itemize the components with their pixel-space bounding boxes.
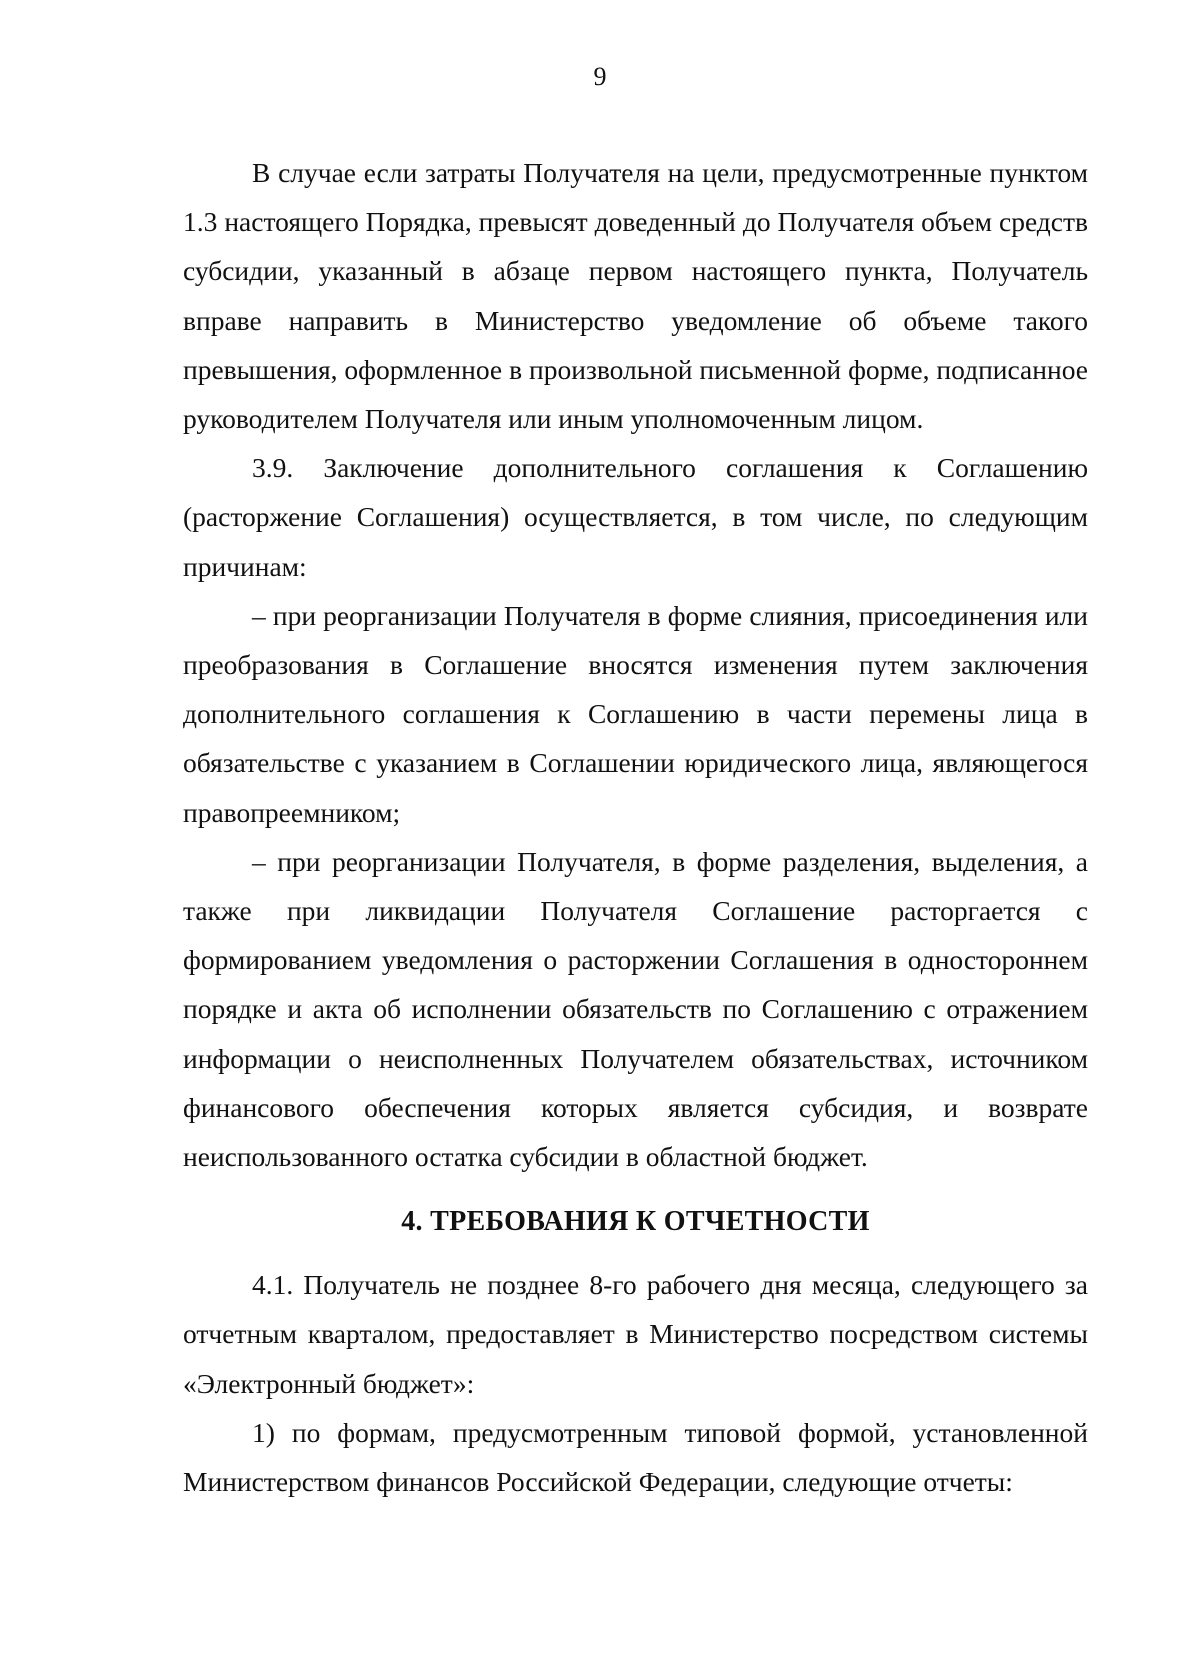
paragraph-4-1-item-1: 1) по формам, предусмотренным типовой формой, установленной Министерством финансов Российской Федерации, следующие отчеты: [183,1416,1088,1498]
paragraph-cost-overrun: В случае если затраты Получателя на цели, предусмотренные пунктом 1.3 настоящего Порядка, превысят доведенный до Получателя объем средств субсидии, указанный в абзаце первом настоящего пункта, Получатель вправе направить в Министерство уведомление об объеме такого превышения, оформленное в произвольной письменной форме, подписанное руководителем Получателя или иным уполномоченным лицом. [183,157,1088,435]
document-body [183,148,1088,1506]
paragraph-reorganization-merger: – при реорганизации Получателя в форме слияния, присоединения или преобразования в Соглашение вносятся изменения путем заключения дополнительного соглашения к Соглашению в части перемены лица в обязательстве с указанием в Соглашении юридического лица, являющегося правопреемником; [183,599,1088,828]
paragraph-reorganization-division: – при реорганизации Получателя, в форме разделения, выделения, а также при ликвидации Получателя Соглашение расторгается с формированием уведомления о расторжении Соглашения в одностороннем порядке и акта об исполнении обязательств по Соглашению с отражением информации о неисполненных Получателем обязательствах, источником финансового обеспечения которых является субсидия, и возврате неиспользованного остатка субсидии в областной бюджет. [183,845,1088,1173]
section-heading: 4. ТРЕБОВАНИЯ К ОТЧЕТНОСТИ [401,1206,870,1238]
page-number: 9 [593,62,607,91]
paragraph-4-1: 4.1. Получатель не позднее 8-го рабочего дня месяца, следующего за отчетным кварталом, предоставляет в Министерство посредством системы «Электронный бюджет»: [183,1269,1088,1399]
paragraph-3-9: 3.9. Заключение дополнительного соглашения к Соглашению (расторжение Соглашения) осуществляется, в том числе, по следующим причинам: [183,452,1088,582]
